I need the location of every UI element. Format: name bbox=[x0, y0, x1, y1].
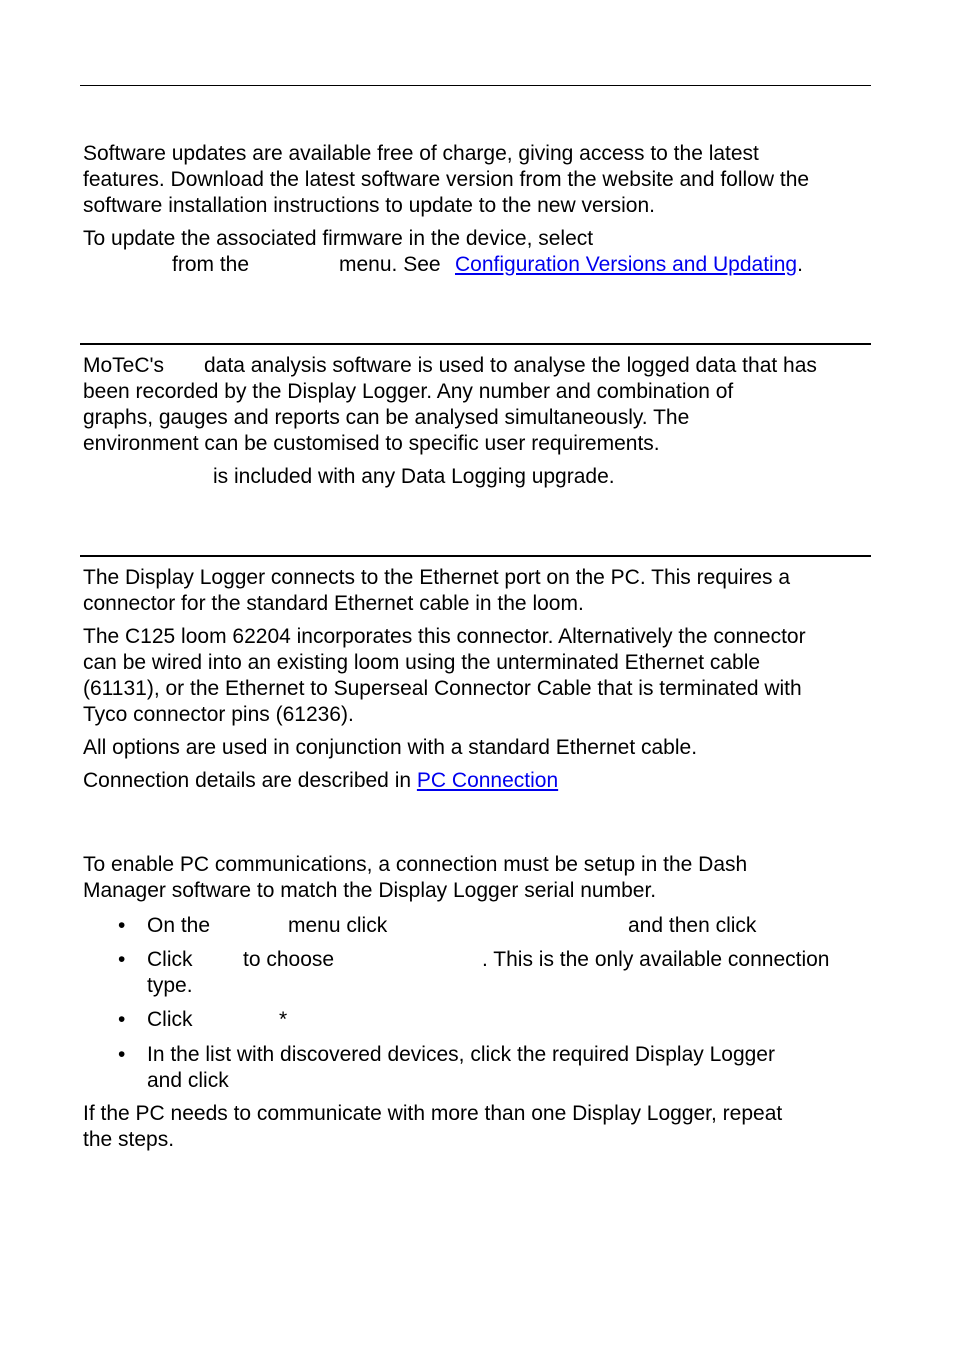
firmware-update-text: To update the associated firmware in the device, select bbox=[83, 227, 594, 250]
text-line: can be wired into an existing loom using the unterminated Ethernet cable bbox=[83, 651, 761, 674]
connection-paragraph-3: All options are used in conjunction with a standard Ethernet cable. bbox=[83, 736, 698, 759]
bullet-2-text-b: to choose bbox=[243, 948, 335, 971]
updates-paragraph bbox=[83, 141, 869, 219]
bullet-4-text bbox=[147, 1042, 869, 1094]
pc-connection-link[interactable]: PC Connection bbox=[416, 769, 559, 792]
text-line: the steps. bbox=[83, 1128, 175, 1151]
text-line: and click bbox=[147, 1069, 229, 1092]
setup-paragraph bbox=[83, 852, 869, 904]
text-line: If the PC needs to communicate with more than one Display Logger, repeat bbox=[83, 1102, 783, 1125]
text-line: The C125 loom 62204 incorporates this connector. Alternatively the connector bbox=[83, 625, 806, 648]
text-line: graphs, gauges and reports can be analysed simultaneously. The bbox=[83, 406, 690, 429]
firmware-from-text: from the bbox=[172, 253, 250, 276]
text-line: Software updates are available free of charge, giving access to the latest bbox=[83, 142, 759, 165]
text-line: In the list with discovered devices, click the required Display Logger bbox=[147, 1043, 775, 1066]
closing-paragraph bbox=[83, 1101, 869, 1153]
motec-text: MoTeC's bbox=[83, 354, 165, 377]
bullet-1-glyph: • bbox=[118, 914, 126, 937]
analysis-paragraph bbox=[83, 379, 869, 457]
firmware-menu-text: menu. See bbox=[339, 253, 441, 276]
period: . bbox=[797, 253, 803, 276]
bullet-1-text-c: and then click bbox=[628, 914, 757, 937]
bullet-3-text-a: Click bbox=[147, 1008, 193, 1031]
text-line: (61131), or the Ethernet to Superseal Connector Cable that is terminated with bbox=[83, 677, 802, 700]
text-line: Tyco connector pins (61236). bbox=[83, 703, 354, 726]
bullet-1-text-b: menu click bbox=[288, 914, 388, 937]
analysis-line1: data analysis software is used to analyse the logged data that has bbox=[204, 354, 817, 377]
text-line: To enable PC communications, a connection must be setup in the Dash bbox=[83, 853, 748, 876]
connection-paragraph-2 bbox=[83, 624, 869, 728]
section-rule-connection bbox=[80, 555, 871, 557]
connection-details-text bbox=[83, 768, 558, 794]
firmware-link-wrap bbox=[455, 252, 803, 278]
text-line: connector for the standard Ethernet cable in the loom. bbox=[83, 592, 584, 615]
text-line: features. Download the latest software version from the website and follow the bbox=[83, 168, 810, 191]
bullet-2-text-d: type. bbox=[147, 974, 193, 997]
bullet-3-asterisk: * bbox=[279, 1008, 288, 1031]
bullet-2-text-c: . This is the only available connection bbox=[482, 948, 830, 971]
text-line: Manager software to match the Display Logger serial number. bbox=[83, 879, 657, 902]
connection-paragraph-1 bbox=[83, 565, 869, 617]
text-line: environment can be customised to specific user requirements. bbox=[83, 432, 660, 455]
connection-details-label: Connection details are described in bbox=[83, 769, 412, 792]
header-rule bbox=[80, 85, 871, 86]
text-line: software installation instructions to update to the new version. bbox=[83, 194, 655, 217]
bullet-2-text-a: Click bbox=[147, 948, 193, 971]
analysis-included-text: is included with any Data Logging upgrade. bbox=[213, 465, 615, 488]
bullet-3-glyph: • bbox=[118, 1008, 126, 1031]
configuration-versions-link[interactable]: Configuration Versions and Updating bbox=[455, 253, 798, 276]
bullet-1-text-a: On the bbox=[147, 914, 211, 937]
section-rule-analysis bbox=[80, 343, 871, 345]
bullet-4-glyph: • bbox=[118, 1043, 126, 1066]
text-line: The Display Logger connects to the Ethernet port on the PC. This requires a bbox=[83, 566, 791, 589]
bullet-2-glyph: • bbox=[118, 948, 126, 971]
text-line: been recorded by the Display Logger. Any number and combination of bbox=[83, 380, 734, 403]
